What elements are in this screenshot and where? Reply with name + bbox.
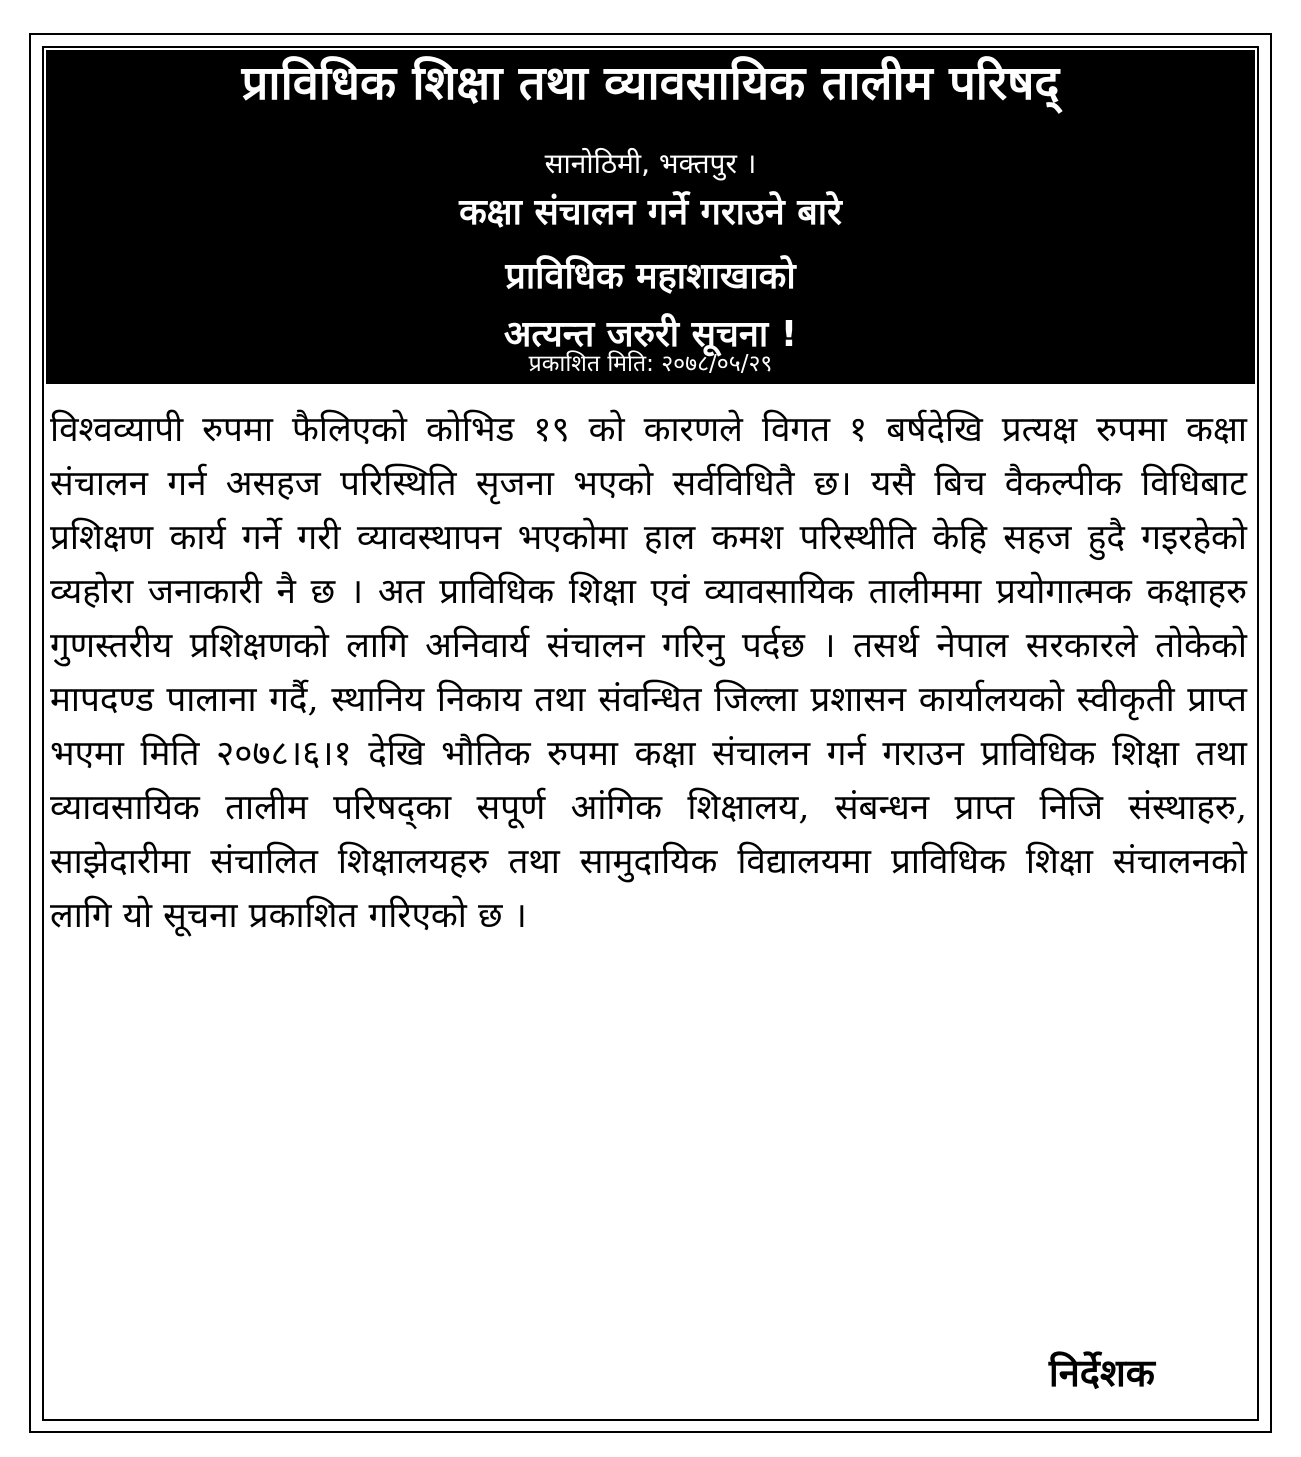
published-date: प्रकाशित मिति: २०७८/०५/२९ [528,351,773,377]
issuing-branch: प्राविधिक महाशाखाको [505,256,796,297]
notice-title: अत्यन्त जरुरी सूचना ! [503,314,798,355]
notice-subject: कक्षा संचालन गर्ने गराउने बारे [459,192,842,233]
organization-address: सानोठिमी, भक्तपुर । [544,147,757,180]
signatory-title: निर्देशक [1048,1351,1155,1395]
notice-header [46,50,1255,384]
notice-body: विश्वव्यापी रुपमा फैलिएको कोभिड १९ को कारणले विगत १ बर्षदेखि प्रत्यक्ष रुपमा कक्षा संचालन गर्न असहज परिस्थिति सृजना भएको सर्वविधितै छ। यसै बिच वैकल्पीक विधिबाट प्रशिक्षण कार्य गर्ने गरी व्यावस्थापन भएकोमा हाल कमश परिस्थीति केहि सहज हुदै गइरहेको व्यहोरा जनाकारी नै छ । अत प्राविधिक शिक्षा एवं व्यावसायिक तालीममा प्रयोगात्मक कक्षाहरु गुणस्तरीय प्रशिक्षणको लागि अनिवार्य संचालन गरिनु पर्दछ । तसर्थ नेपाल सरकारले तोकेको मापदण्ड पालाना गर्दै, स्थानिय निकाय तथा संवन्धित जिल्ला प्रशासन कार्यालयको स्वीकृती प्राप्त भएमा मिति २०७८।६।१ देखि भौतिक रुपमा कक्षा संचालन गर्न गराउन प्राविधिक शिक्षा तथा व्यावसायिक तालीम परिषद्का सपूर्ण आंगिक शिक्षालय, संबन्धन प्राप्त निजि संस्थाहरु, साझेदारीमा संचालित शिक्षालयहरु तथा सामुदायिक विद्यालयमा प्राविधिक शिक्षा संचालनको लागि यो सूचना प्रकाशित गरिएको छ । [50,410,1247,936]
organization-name: प्राविधिक शिक्षा तथा व्यावसायिक तालीम परिषद् [241,56,1060,111]
